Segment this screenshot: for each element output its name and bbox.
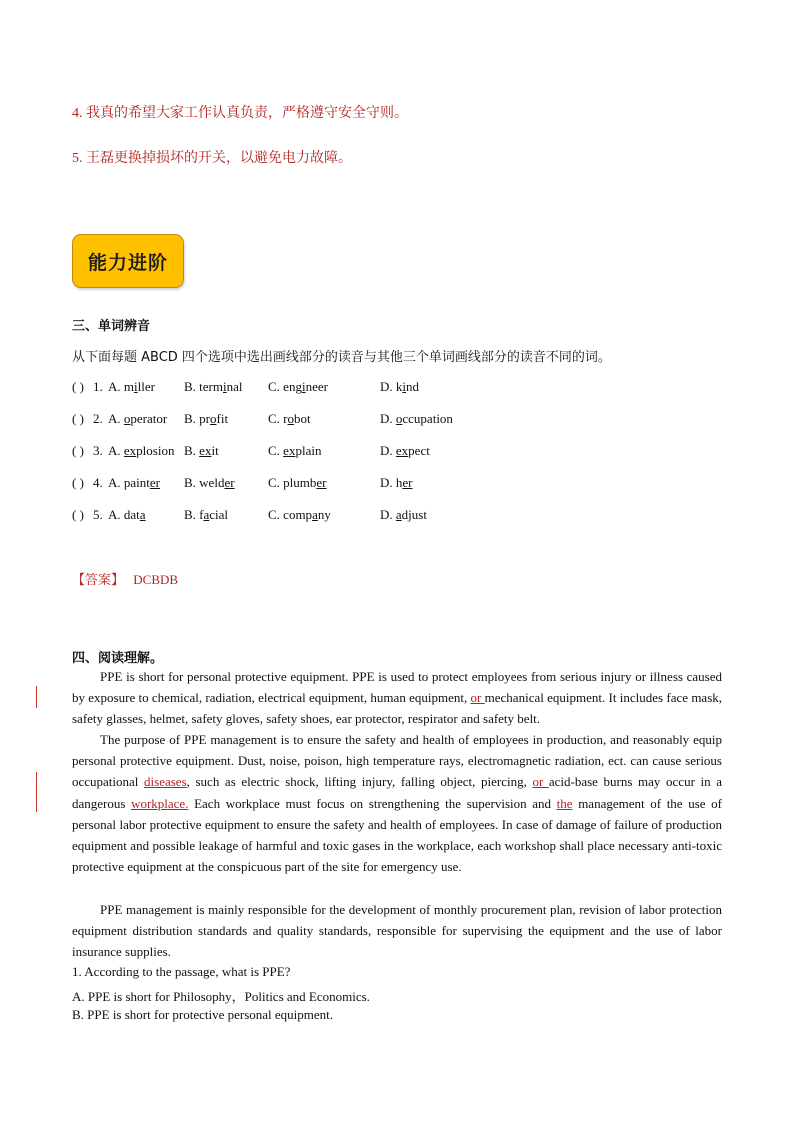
underlined-letters: o [210,411,217,426]
underlined-letters: o [395,411,403,426]
sentence-text: 王磊更换掉损坏的开关，以避免电力故障。 [86,150,352,166]
answer-label: 【答案】 [72,573,125,588]
answer-bracket[interactable]: ( ) [72,411,84,426]
option-b: B. profit [184,411,229,426]
revision-mark [36,686,37,708]
underlined-letters: er [316,475,327,490]
underlined-letters: er [149,475,160,490]
answer-bracket[interactable]: ( ) [72,475,84,490]
underlined-letters: i [301,379,306,394]
option-d: D. kind [380,379,420,394]
section-3-heading: 三、单词辨音 [72,319,151,334]
underlined-letters: a [139,507,146,522]
underlined-letters: o [287,411,294,426]
option-d: D. her [380,475,413,490]
option-d: D. occupation [380,411,453,426]
answer-line [72,569,178,588]
sentence-4 [72,102,408,122]
section-3-instruction: 从下面每题 ABCD 四个选项中选出画线部分的读音与其他三个单词画线部分的读音不同的词。 [72,350,611,365]
answer-bracket[interactable]: ( ) [72,507,84,522]
option-a: A. data [108,507,146,522]
option-c: C. company [268,507,331,522]
option-d: D. expect [380,443,430,458]
underlined-letters: a [395,507,402,522]
answer-bracket[interactable]: ( ) [72,443,84,458]
underlined-letters: ex [395,443,409,458]
revised-word: or [470,690,485,706]
option-c: C. plumber [268,475,327,490]
option-c: C. explain [268,443,322,458]
option-c: C. engineer [268,379,328,394]
sentence-number: 5. [72,151,83,166]
revised-word: the [556,795,573,811]
option-b: B. exit [184,443,219,458]
passage-paragraph-2: The purpose of PPE management is to ensure the safety and health of employees in production, and reasonably equip personal protective equipment. Dust, noise, poison, high temperature rays, electromagnetic radiation, ect. can cause serious occupational diseases, such as electric shock, lifting injury, falling object, piercing, or acid-base burns may occur in a dangerous workplace. Each workplace must focus on strengthening the supervision and the management of the use of personal labor protective equipment to ensure the safety and health of employees. In case of damage of failure of production equipment and possible leakage of harmful and toxic gases in the workplace, each workshop shall place necessary anti-toxic protective equipment at the conspicuous part of the site for emergency use. [72,732,722,875]
underlined-letters: i [134,379,138,394]
question-1-option-a: A. PPE is short for Philosophy，Politics and Economics. [72,989,370,1004]
underlined-letters: ex [199,443,212,458]
option-c: C. robot [268,411,311,426]
underlined-letters: er [402,475,413,490]
option-d: D. adjust [380,507,427,522]
option-a: A. painter [108,475,160,490]
underlined-letters: i [402,379,407,394]
revised-word: diseases [144,774,187,790]
underlined-letters: a [203,507,210,522]
underlined-letters: er [224,475,235,490]
section-4-heading: 四、阅读理解。 [72,651,164,666]
revised-word: or [532,774,549,790]
option-a: A. miller [108,379,155,394]
passage-paragraph-1: PPE is short for personal protective equipment. PPE is used to protect employees from serious injury or illness caused by exposure to chemical, radiation, electrical equipment, human equipment, or mechanical equipment. It includes face mask, safety glasses, helmet, safety gloves, safety shoes, ear protector, respirator and safety belt. [72,669,723,727]
option-b: B. terminal [184,379,243,394]
sentence-number: 4. [72,106,83,121]
question-1-option-b: B. PPE is short for protective personal equipment. [72,1007,334,1022]
passage-paragraph-3: PPE management is mainly responsible for the development of monthly procurement plan, revision of labor protection equipment distribution standards and quality standards, responsible for supervising the equipment and the use of labor insurance supplies. [72,902,722,960]
option-b: B. facial [184,507,229,522]
underlined-letters: a [312,507,318,522]
question-number: 3. [93,443,103,458]
underlined-letters: ex [123,443,137,458]
question-1-stem: 1. According to the passage, what is PPE? [72,964,291,979]
option-b: B. welder [184,475,235,490]
sentence-text: 我真的希望大家工作认真负责，严格遵守安全守则。 [86,105,408,121]
answer-bracket[interactable]: ( ) [72,379,84,394]
question-number: 5. [93,507,103,522]
question-number: 4. [93,475,103,490]
underlined-letters: o [123,411,131,426]
section-badge [72,234,184,288]
question-number: 2. [93,411,103,426]
question-number: 1. [93,379,103,394]
option-a: A. explosion [108,443,175,458]
option-a: A. operator [108,411,168,426]
answer-value: DCBDB [133,572,179,587]
revised-word: workplace. [131,795,189,811]
underlined-letters: ex [283,443,296,458]
sentence-5 [72,147,352,167]
badge-label: 能力进阶 [87,251,168,274]
underlined-letters: i [223,379,227,394]
revision-mark [36,772,37,812]
